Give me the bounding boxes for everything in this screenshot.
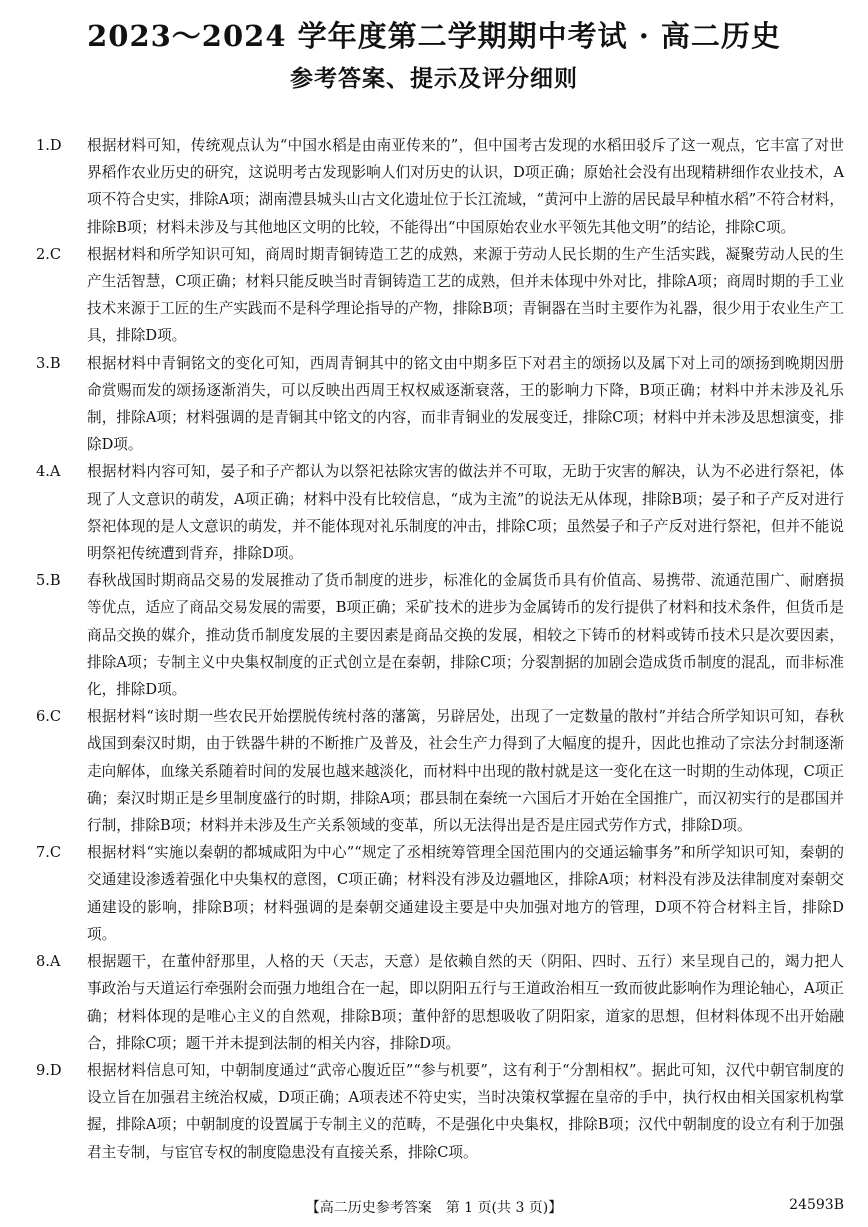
- answer-number: 1.D: [36, 137, 62, 154]
- answer-item: [36, 948, 844, 1057]
- answer-item: [36, 1057, 844, 1166]
- answer-item: [36, 241, 844, 350]
- answer-item: [36, 458, 844, 567]
- answer-text: 根据材料信息可知，中朝制度通过“武帝心腹近臣”“参与机要”，这有利于“分割相权”。据此可知，汉代中朝官制度的设立旨在加强君主统治权威，D项正确；A项表述不符史实，当时决策权掌握在皇帝的手中，执行权由相关国家机构掌握，排除A项；中朝制度的设置属于专制主义的范畴，不是强化中央集权，排除B项；汉代中朝制度的设立有利于加强君主专制，与宦官专权的制度隐患没有直接关系，排除C项。: [87, 1061, 844, 1161]
- answer-item: [36, 839, 844, 948]
- answer-number: 7.C: [36, 844, 62, 862]
- answer-text: 根据材料可知，传统观点认为“中国水稻是由南亚传来的”，但中国考古发现的水稻田驳斥了这一观点，它丰富了对世界稻作农业历史的研究，这说明考古发现影响人们对历史的认识，D项正确；原始社会没有出现精耕细作农业技术，A项不符合史实，排除A项；湖南澧县城头山古文化遗址位于长江流域，“黄河中上游的居民最早种植水稻”不符合材料，排除B项；材料未涉及与其他地区文明的比较，不能得出“中国原始农业水平领先其他文明”的结论，排除C项。: [87, 137, 844, 236]
- page-info: 【高二历史参考答案 第 1 页(共 3 页)】: [305, 1200, 563, 1216]
- document-subtitle: 参考答案、提示及评分细则: [290, 65, 578, 92]
- answer-number: 8.A: [36, 953, 61, 971]
- document-code: 24593B: [789, 1197, 844, 1213]
- answer-text: 根据材料内容可知，晏子和子产都认为以祭祀祛除灾害的做法并不可取，无助于灾害的解决，认为不必进行祭祀，体现了人文意识的萌发，A项正确；材料中没有比较信息，“成为主流”的说法无从体现，排除B项；晏子和子产反对进行祭祀体现的是人文意识的萌发，并不能体现对礼乐制度的冲击，排除C项；虽然晏子和子产反对进行祭祀，但并不能说明祭祀传统遭到背弃，排除D项。: [87, 463, 844, 563]
- answer-number: 9.D: [36, 1061, 62, 1079]
- answer-number: 5.B: [36, 572, 61, 590]
- answer-text: 春秋战国时期商品交易的发展推动了货币制度的进步，标准化的金属货币具有价值高、易携带、流通范围广、耐磨损等优点，适应了商品交易发展的需要，B项正确；采矿技术的进步为金属铸币的发行提供了材料和技术条件，但货币是商品交换的媒介，推动货币制度发展的主要因素是商品交换的发展，相较之下铸币的材料或铸币技术只是次要因素，排除A项；专制主义中央集权制度的正式创立是在秦朝，排除C项；分裂割据的加剧会造成货币制度的混乱，而非标准化，排除D项。: [87, 572, 844, 699]
- document-title: 2023～2024 学年度第二学期期中考试 · 高二历史: [87, 19, 781, 53]
- answer-text: 根据材料“实施以秦朝的都城咸阳为中心”“规定了丞相统筹管理全国范围内的交通运输事务”和所学知识可知，秦朝的交通建设渗透着强化中央集权的意图，C项正确；材料没有涉及边疆地区，排除A项；材料没有涉及法律制度对秦朝交通建设的影响，排除B项；材料强调的是秦朝交通建设主要是中央加强对地方的管理，D项不符合材料主旨，排除D项。: [87, 844, 844, 943]
- answer-item: [36, 567, 844, 703]
- answer-text: 根据题干，在董仲舒那里，人格的天（天志，天意）是依赖自然的天（阴阳、四时、五行）来呈现自己的，竭力把人事政治与天道运行牵强附会而强力地组合在一起，即以阴阳五行与王道政治相互一致而彼此影响作为理论轴心，A项正确；材料体现的是唯心主义的自然观，排除B项；董仲舒的思想吸收了阴阳家，道家的思想，但材料体现不出开始融合，排除C项；题干并未提到法制的相关内容，排除D项。: [87, 953, 844, 1052]
- answer-text: 根据材料中青铜铭文的变化可知，西周青铜其中的铭文由中期多臣下对君主的颂扬以及属下对上司的颂扬到晚期因册命赏赐而发的颂扬逐渐消失，可以反映出西周王权权威逐渐衰落，王的影响力下降，B项正确；材料中并未涉及礼乐制，排除A项；材料强调的是青铜其中铭文的内容，而非青铜业的发展变迁，排除C项；材料中并未涉及思想演变，排除D项。: [87, 354, 844, 454]
- answer-item: [36, 350, 844, 459]
- answer-text: 根据材料和所学知识可知，商周时期青铜铸造工艺的成熟，来源于劳动人民长期的生产生活实践，凝聚劳动人民的生产生活智慧，C项正确；材料只能反映当时青铜铸造工艺的成熟，但并未体现中外对比，排除A项；商周时期的手工业技术来源于工匠的生产实践而不是科学理论指导的产物，排除B项；青铜器在当时主要作为礼器，很少用于农业生产工具，排除D项。: [87, 245, 844, 345]
- answer-item: [36, 132, 844, 241]
- answer-text: 根据材料“该时期一些农民开始摆脱传统村落的藩篱，另辟居处，出现了一定数量的散村”并结合所学知识可知，春秋战国到秦汉时期，由于铁器牛耕的不断推广及普及，社会生产力得到了大幅度的提升，因此也推动了宗法分封制逐渐走向解体，血缘关系随着时间的发展也越来越淡化，而材料中出现的散村就是这一变化在这一时期的生动体现，C项正确；秦汉时期正是乡里制度盛行的时期，排除A项；郡县制在秦统一六国后才开始在全国推广，而汉初实行的是郡国并行制，排除B项；材料并未涉及生产关系领域的变革，所以无法得出是否是庄园式劳作方式，排除D项。: [87, 708, 844, 835]
- answer-item: [36, 703, 844, 839]
- answer-number: 3.B: [36, 354, 61, 372]
- answer-list: [36, 132, 844, 1166]
- answer-number: 4.A: [36, 463, 61, 481]
- answer-number: 6.C: [36, 708, 62, 726]
- answer-number: 2.C: [36, 245, 62, 263]
